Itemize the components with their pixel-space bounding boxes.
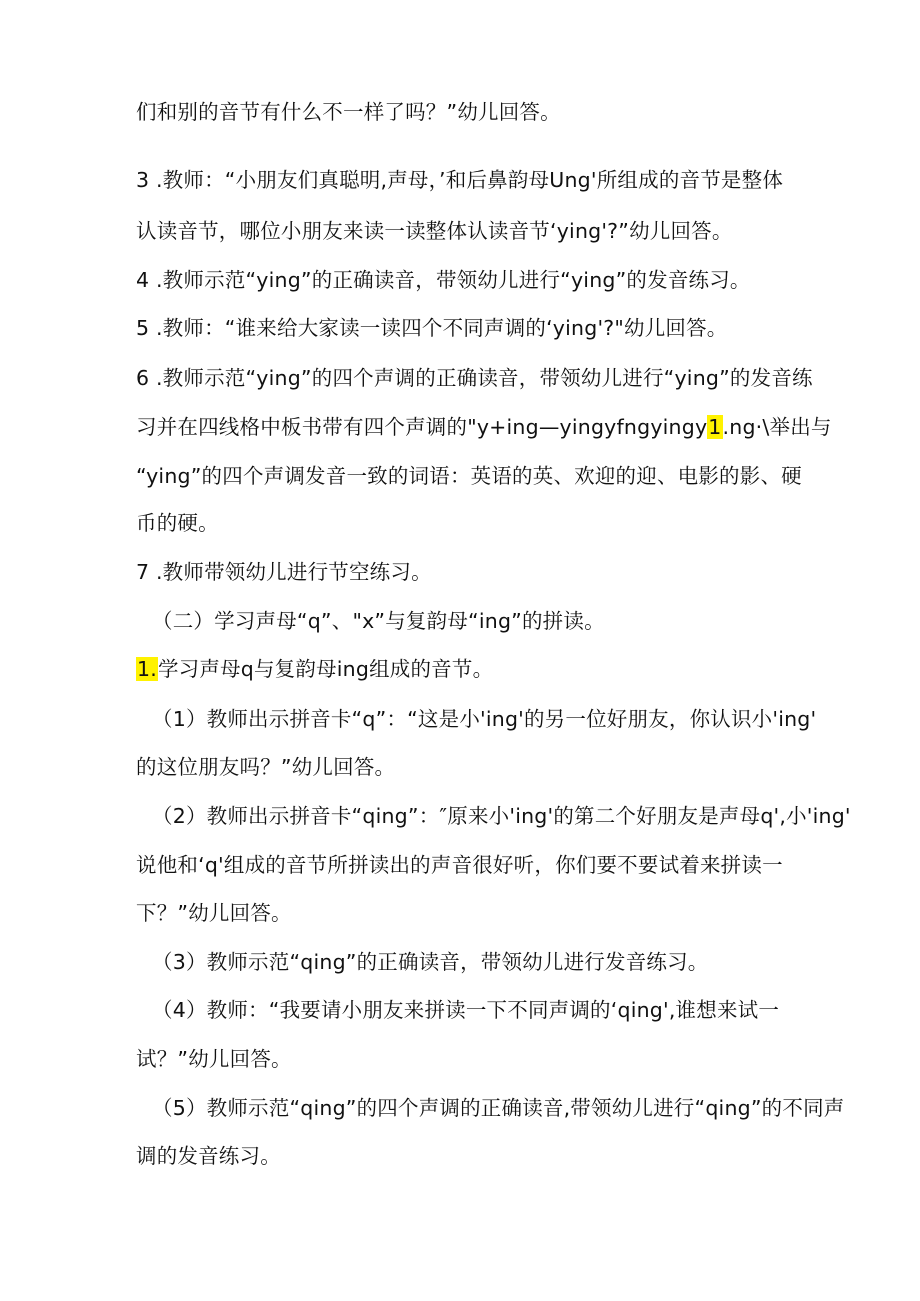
paragraph-line: （5）教师示范“qing”的四个声调的正确读音,带领幼儿进行“qing”的不同声 <box>152 1096 845 1120</box>
paragraph-line: 5 .教师：“谁来给大家读一读四个不同声调的‘ying'?"幼儿回答。 <box>136 316 728 340</box>
paragraph-line: 说他和‘q'组成的音节所拼读出的声音很好听，你们要不要试着来拼读一 <box>136 853 783 877</box>
list-item-heading <box>136 654 493 684</box>
paragraph-line: 的这位朋友吗？”幼儿回答。 <box>136 755 396 779</box>
paragraph-line: 试？”幼儿回答。 <box>136 1047 292 1071</box>
paragraph-line: 们和别的音节有什么不一样了吗？”幼儿回答。 <box>136 100 561 124</box>
paragraph-line: （3）教师示范“qing”的正确读音，带领幼儿进行发音练习。 <box>152 950 709 974</box>
line-text: .ng·\举出与 <box>722 415 832 439</box>
paragraph-line: “ying”的四个声调发音一致的词语：英语的英、欢迎的迎、电影的影、硬 <box>136 464 802 488</box>
paragraph-line: 币的硬。 <box>136 511 219 535</box>
paragraph-line: 4 .教师示范“ying”的正确读音，带领幼儿进行“ying”的发音练习。 <box>136 268 751 292</box>
line-text: 学习声母q与复韵母ing组成的音节。 <box>157 657 494 681</box>
paragraph-line: （4）教师：“我要请小朋友来拼读一下不同声调的‘qing',谁想来试一 <box>152 998 780 1022</box>
paragraph-line: 3 .教师：“小朋友们真聪明,声母，’和后鼻韵母Ung'所组成的音节是整体 <box>136 168 784 192</box>
paragraph-line: 6 .教师示范“ying”的四个声调的正确读音，带领幼儿进行“ying”的发音练 <box>136 366 813 390</box>
paragraph-line: 调的发音练习。 <box>136 1144 281 1168</box>
highlight-mark: 1. <box>137 657 157 681</box>
paragraph-line: （2）教师出示拼音卡“qing”：″原来小'ing'的第二个好朋友是声母q',小'ing' <box>152 804 851 828</box>
highlight-mark: 1 <box>708 415 722 439</box>
paragraph-line: 下？”幼儿回答。 <box>136 901 292 925</box>
paragraph-line: 认读音节，哪位小朋友来读一读整体认读音节‘ying'?”幼儿回答。 <box>136 219 733 243</box>
paragraph-line: 7 .教师带领幼儿进行节空练习。 <box>136 560 432 584</box>
line-text: 习并在四线格中板书带有四个声调的"y+ing—yingyfngyingy <box>136 415 708 439</box>
section-heading: （二）学习声母“q”、"x”与复韵母“ing”的拼读。 <box>152 609 605 633</box>
paragraph-line-highlighted <box>136 412 832 442</box>
paragraph-line: （1）教师出示拼音卡“q”：“这是小'ing'的另一位好朋友，你认识小'ing' <box>152 707 817 731</box>
